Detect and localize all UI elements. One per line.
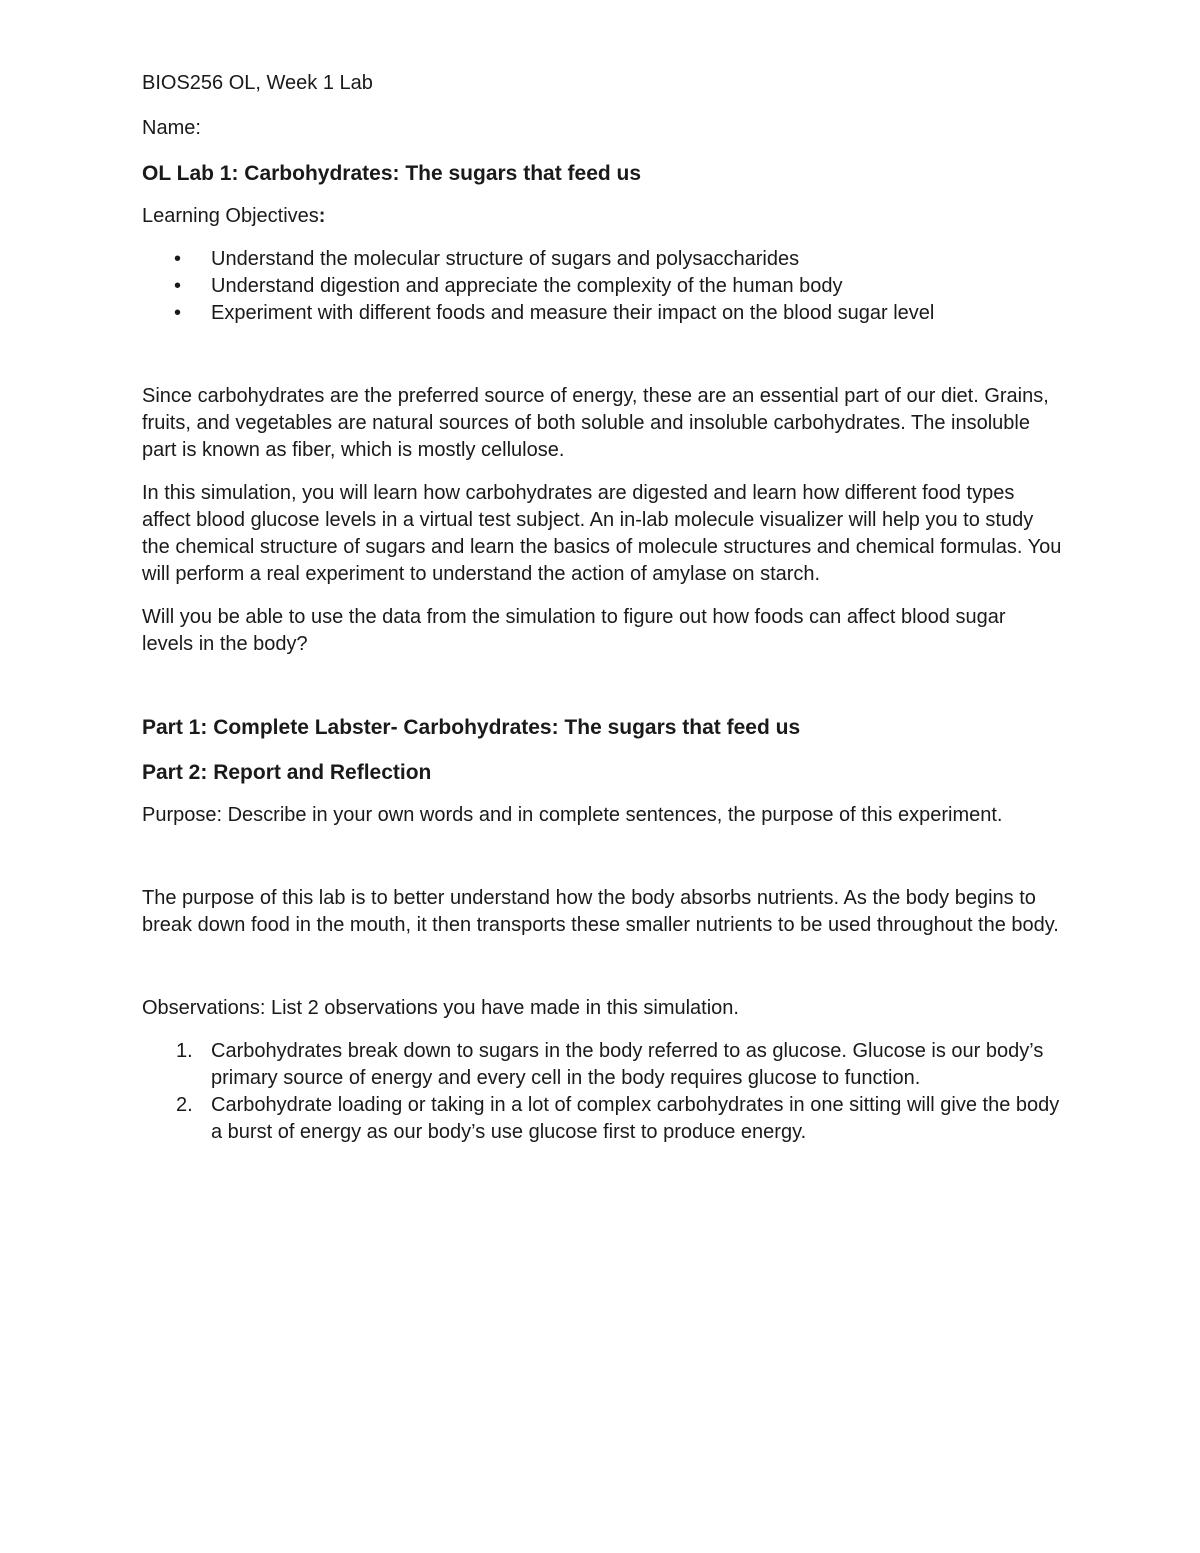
observation-text: Carbohydrate loading or taking in a lot of complex carbohydrates in one sitting will give the body a burst of energy as our body’s use glucose first to produce energy. [211,1094,1060,1143]
objective-text: Experiment with different foods and measure their impact on the blood sugar level [211,302,935,324]
part1-heading: Part 1: Complete Labster- Carbohydrates: The sugars that feed us [142,716,801,739]
objectives-label: Learning Objectives [142,205,319,227]
purpose-prompt: Purpose: Describe in your own words and in complete sentences, the purpose of this experiment. [142,804,1003,826]
bullet-icon: • [174,248,182,270]
intro-paragraph: Since carbohydrates are the preferred source of energy, these are an essential part of our diet. Grains, fruits, and vegetables are natural sources of both soluble and insoluble carbohydrates. The insoluble part is known as fiber, which is mostly cellulose. [142,385,1049,461]
objective-item [142,246,1062,273]
observation-text: Carbohydrates break down to sugars in the body referred to as glucose. Glucose is our body’s primary source of energy and every cell in the body requires glucose to function. [211,1040,1044,1089]
intro-question: Will you be able to use the data from the simulation to figure out how foods can affect blood sugar levels in the body? [142,606,1006,655]
objectives-heading [142,203,1062,230]
objective-text: Understand digestion and appreciate the complexity of the human body [211,275,843,297]
name-label: Name: [142,117,201,139]
observations-list [142,1038,1062,1146]
objective-item [142,300,1062,327]
intro-paragraph: In this simulation, you will learn how carbohydrates are digested and learn how different food types affect blood glucose levels in a virtual test subject. An in-lab molecule visualizer will help you to study the chemical structure of sugars and learn the basics of molecule structures and chemical formulas. You will perform a real experiment to understand the action of amylase on starch. [142,482,1062,585]
bullet-icon: • [174,275,182,297]
document-page [142,70,1062,1146]
objectives-colon: : [318,205,326,227]
lab-title: OL Lab 1: Carbohydrates: The sugars that feed us [142,162,642,185]
objective-text: Understand the molecular structure of sugars and polysaccharides [211,248,800,270]
observation-number: 2. [176,1094,193,1116]
observation-item [142,1038,1062,1092]
course-line: BIOS256 OL, Week 1 Lab [142,72,373,94]
observation-item [142,1092,1062,1146]
bullet-icon: • [174,302,182,324]
objective-item [142,273,1062,300]
observations-prompt: Observations: List 2 observations you have made in this simulation. [142,997,739,1019]
part2-heading: Part 2: Report and Reflection [142,761,432,784]
purpose-answer: The purpose of this lab is to better understand how the body absorbs nutrients. As the body begins to break down food in the mouth, it then transports these smaller nutrients to be used throughout the body. [142,887,1059,936]
objectives-list [142,246,1062,327]
observation-number: 1. [176,1040,193,1062]
